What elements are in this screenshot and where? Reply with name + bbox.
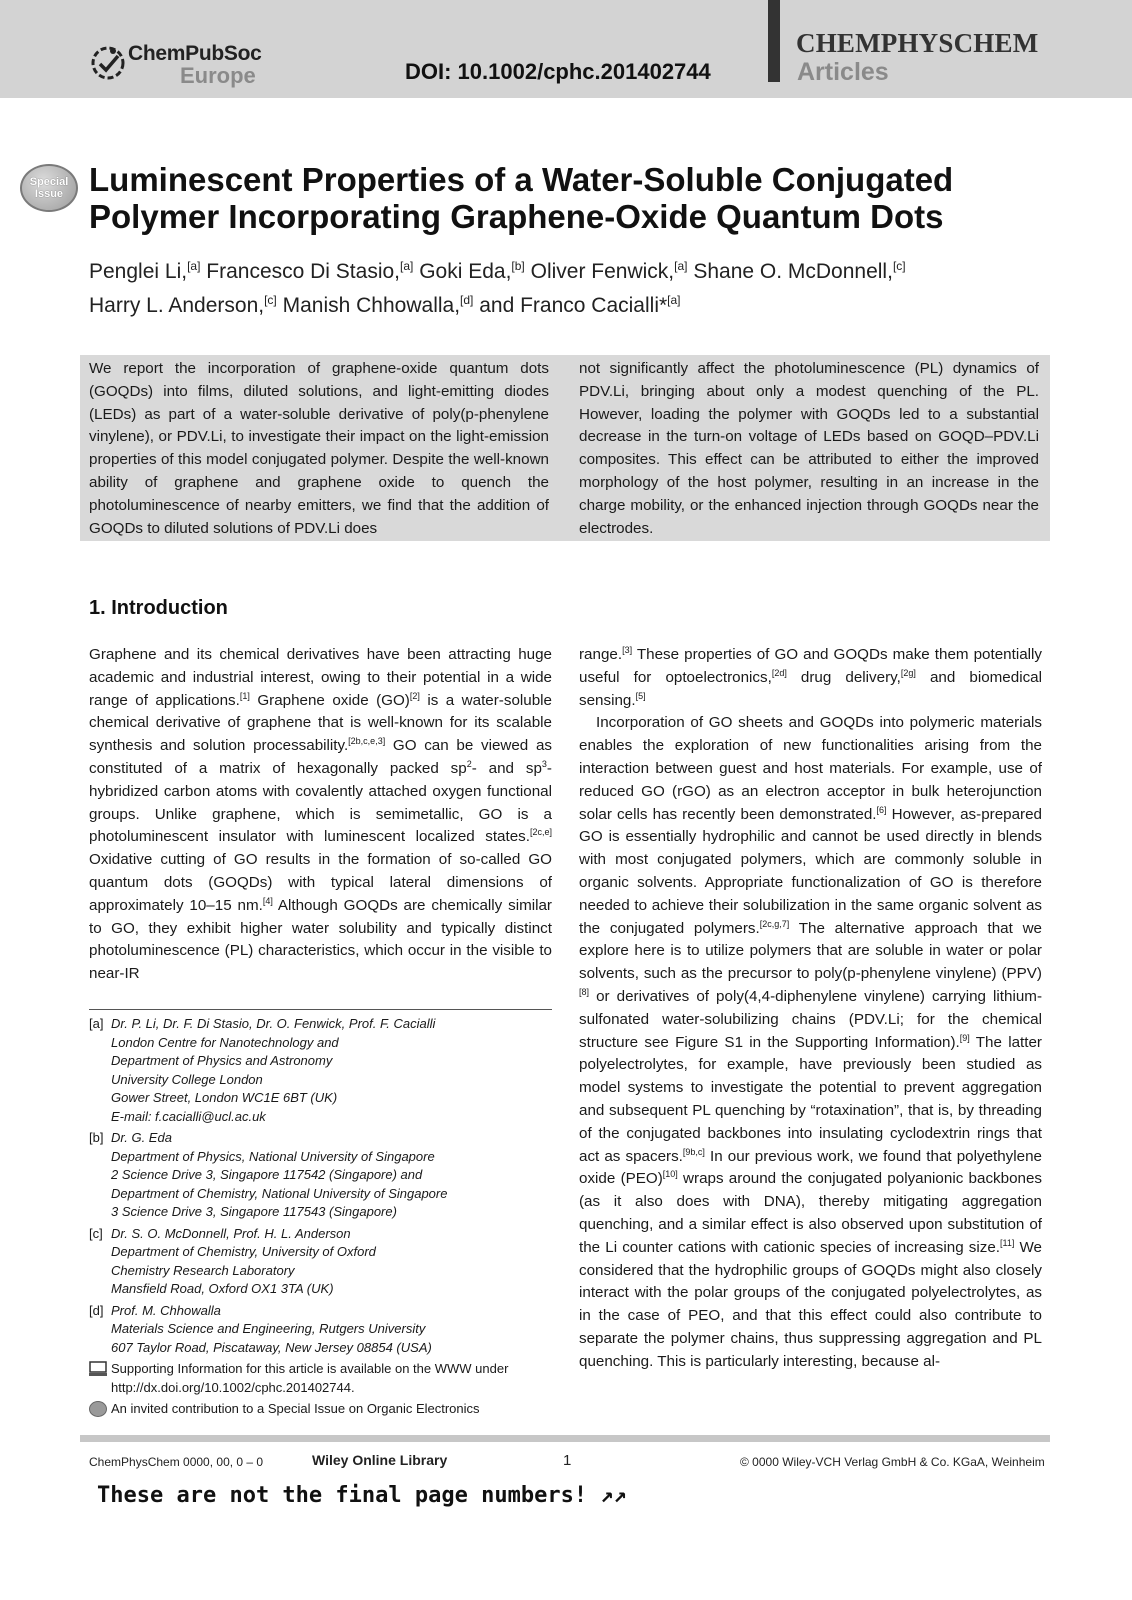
text-run: Graphene and its chemical derivatives have been attracting huge academic and industrial interest, owing to their potential in a wide range of applications. (89, 646, 552, 709)
intro-right-column (579, 644, 1042, 1374)
citation-superscript: [2d] (771, 667, 787, 678)
journal-bar (768, 0, 780, 82)
final-page-numbers-note: These are not the final page numbers! ↗↗ (97, 1483, 627, 1508)
logo-text-chempubsoc: ChemPubSoc (128, 42, 262, 65)
title-line: Luminescent Properties of a Water-Soluble Conjugated (89, 161, 954, 198)
author-name: Harry L. Anderson, (89, 294, 265, 317)
author-line (89, 286, 1089, 320)
citation-superscript: [3] (622, 644, 633, 655)
footnote-line: Chemistry Research Laboratory (111, 1262, 295, 1278)
footnote-line: Department of Chemistry, University of Oxford (111, 1244, 376, 1259)
citation-superscript: 2 (466, 758, 472, 769)
abstract-left-column: We report the incorporation of graphene-oxide quantum dots (GOQDs) into films, diluted solutions, and light-emitting diodes (LEDs) as part of a water-soluble derivative of poly(p-phenylene vinylene), or PDV.Li, to investigate their impact on the light-emission properties of this model conjugated polymer. Despite the well-known ability of graphene and graphene oxide to quench the photoluminescence of nearby emitters, we find that the addition of GOQDs to diluted solutions of PDV.Li does (89, 360, 549, 537)
citation-superscript: [9b,c] (682, 1146, 705, 1157)
article-doi: DOI: 10.1002/cphc.201402744 (405, 59, 711, 84)
text-run: The latter polyelectrolytes, for example, have previously been studied as model systems to investigate the potential to prevent aggregation and subsequent PL quenching by “rotaxination”, that is, by threading of the conjugated backbones into insulating cyclodextrin rings that act as spacers. (579, 1033, 1042, 1165)
footnote-line: Materials Science and Engineering, Rutgers University (111, 1321, 426, 1336)
author-name: and Franco Cacialli* (479, 294, 668, 317)
author-name: Shane O. McDonnell, (693, 260, 893, 283)
text-run: range. (579, 646, 623, 663)
citation-superscript: [2c,g,7] (759, 918, 790, 929)
footnote-line: 3 Science Drive 3, Singapore 117543 (Singapore) (111, 1204, 397, 1219)
citation-superscript: [8] (579, 986, 590, 997)
author-affiliation: [d] (460, 293, 474, 307)
footnote-line: Department of Chemistry, National University of Singapore (111, 1185, 448, 1201)
footnote-a (89, 1015, 552, 1126)
footnote-d (89, 1302, 552, 1358)
invited-contribution-note (89, 1400, 552, 1419)
special-issue-icon (89, 1401, 107, 1417)
author-affiliation: [c] (892, 259, 906, 273)
footnote-line: Department of Physics and Astronomy (111, 1053, 333, 1068)
author-list (89, 252, 1089, 320)
footnote-line: 607 Taylor Road, Piscataway, New Jersey 08854 (USA) (111, 1339, 432, 1355)
footnote-line: London Centre for Nanotechnology and (111, 1034, 339, 1050)
text-run: is a water-soluble chemical derivative of graphene that is well-known for its scalable synthesis and solution processability. (89, 691, 552, 755)
footnote-line: University College London (111, 1071, 263, 1087)
text-run: In our previous work, we found that polyethylene oxide (PEO) (579, 1147, 1042, 1188)
abstract (80, 355, 1050, 541)
footnote-line: Gower Street, London WC1E 6BT (UK) (111, 1090, 338, 1105)
badge-line-1: Special (29, 176, 69, 188)
text-run: -hybridized carbon atoms with covalently attached oxygen functional groups. Unlike graphene, which is semimetallic, GO is a photoluminescent insulator with luminescent localized states. (89, 759, 552, 846)
author-name: Manish Chhowalla, (282, 294, 461, 317)
text-run: and biomedical sensing. (579, 668, 1042, 709)
footnote-line: Prof. M. Chhowalla (111, 1302, 221, 1318)
citation-superscript: [2b,c,e,3] (348, 736, 386, 747)
paragraph (89, 644, 552, 986)
publisher-logo (88, 40, 268, 90)
article-title (89, 161, 1089, 235)
author-affiliation: [a] (400, 259, 414, 273)
author-affiliation: [a] (187, 259, 201, 273)
page-number: 1 (563, 1452, 572, 1469)
paragraph (579, 712, 1042, 1373)
footnote-line: Dr. P. Li, Dr. F. Di Stasio, Dr. O. Fenwick, Prof. F. Cacialli (111, 1016, 436, 1031)
footnote-line: E-mail: f.cacialli@ucl.ac.uk (111, 1108, 266, 1124)
section-heading-introduction: 1. Introduction (89, 597, 228, 619)
author-name: Francesco Di Stasio, (206, 260, 401, 283)
text-run: Incorporation of GO sheets and GOQDs into polymeric materials enables the exploration of new functionalities arising from the interaction between guest and host materials. For example, use of reduced GO (rGO) as an electron acceptor in bulk heterojunction solar cells has recently been demonstrated. (579, 714, 1042, 823)
text-run: We considered that the hydrophilic groups of GOQDs might also closely interact with the polar groups of the conjugated polyelectrolytes, as in the case of PEO, and that this effect could also contribute to separate the polymer chains, thus suppressing aggregation and PL quenching. This is particularly interesting, because al- (579, 1238, 1042, 1370)
journal-name: CHEMPHYSCHEM (796, 28, 1039, 58)
author-name: Oliver Fenwick, (530, 260, 675, 283)
author-name: Penglei Li, (89, 260, 188, 283)
author-affiliation: [b] (511, 259, 525, 273)
author-line (89, 252, 1089, 286)
footnote-letter: [b] (89, 1130, 104, 1145)
computer-icon (89, 1361, 107, 1377)
footer-rule (80, 1435, 1050, 1442)
logo-text-europe: Europe (180, 63, 256, 88)
intro-left-column (89, 644, 552, 986)
supporting-info-note (89, 1360, 552, 1397)
footnote-line: Department of Physics, National University of Singapore (111, 1148, 435, 1164)
author-name: Goki Eda, (419, 260, 512, 283)
footnote-line: Dr. S. O. McDonnell, Prof. H. L. Anderson (111, 1225, 351, 1241)
text-run: drug delivery, (786, 668, 901, 686)
citation-superscript: [6] (876, 804, 887, 815)
footer-copyright: © 0000 Wiley-VCH Verlag GmbH & Co. KGaA, Weinheim (740, 1455, 1045, 1469)
author-affiliation: [c] (264, 293, 277, 307)
citation-superscript: [2] (409, 690, 420, 701)
affiliation-footnotes (89, 1015, 552, 1419)
footnote-letter: [d] (89, 1302, 104, 1318)
text-run: Graphene oxide (GO) (249, 691, 410, 709)
footnote-c (89, 1225, 552, 1299)
text-run: These properties of GO and GOQDs make them potentially useful for optoelectronics, (579, 646, 1042, 686)
journal-section: Articles (797, 58, 889, 86)
text-run: The alternative approach that we explore here is to utilize polymers that are soluble in water or polar solvents, such as the precursor to poly(p-phenylene vinylene) (PPV) (579, 919, 1042, 983)
author-affiliation: [a] (667, 293, 681, 307)
author-affiliation: [a] (674, 259, 688, 273)
text-run: GO can be viewed as constituted of a matrix of hexagonally packed sp (89, 737, 552, 777)
footnote-b (89, 1129, 552, 1222)
invited-contribution-text: An invited contribution to a Special Issue on Organic Electronics (111, 1401, 480, 1416)
badge-line-2: Issue (34, 188, 64, 200)
special-issue-badge (20, 164, 78, 212)
footnote-letter: [a] (89, 1016, 104, 1031)
text-run: Oxidative cutting of GO results in the formation of so-called GO quantum dots (GOQDs) with typical lateral dimensions of approximately 10–15 nm. (89, 851, 552, 914)
supporting-info-text: Supporting Information for this article is available on the WWW under http://dx.doi.org/10.1002/cphc.201402744. (111, 1361, 509, 1395)
citation-superscript: 3 (541, 758, 547, 769)
chempubsoc-logo-icon (88, 42, 128, 82)
citation-superscript: [10] (662, 1169, 678, 1180)
citation-superscript: [5] (635, 690, 646, 701)
footnote-letter: [c] (89, 1225, 103, 1241)
text-run: Although GOQDs are chemically similar to GO, they exhibit higher water solubility and typically distinct photoluminescence (PL) characteristics, which occur in the visible to near-IR (89, 896, 552, 983)
footer-journal-ref: ChemPhysChem 0000, 00, 0 – 0 (89, 1455, 264, 1469)
citation-superscript: [2c,e] (529, 827, 552, 838)
citation-superscript: [1] (239, 690, 250, 701)
footnote-line: 2 Science Drive 3, Singapore 117542 (Singapore) and (111, 1167, 423, 1182)
citation-superscript: [11] (1000, 1237, 1015, 1248)
citation-superscript: [4] (262, 895, 273, 906)
abstract-right-column: not significantly affect the photoluminescence (PL) dynamics of PDV.Li, bringing about only a modest quenching of the PL. However, loading the polymer with GOQDs led to a substantial decrease in the turn-on voltage of LEDs based on GOQD–PDV.Li composites. This effect can be attributed to either the improved morphology of the host polymer, resulting in an increase in the charge mobility, or the enhanced injection through GOQDs near the electrodes. (579, 360, 1039, 537)
footnote-line: Mansfield Road, Oxford OX1 3TA (UK) (111, 1281, 334, 1296)
text-run: However, as-prepared GO is essentially hydrophilic and cannot be used directly in blends with most conjugated polymers, which are commonly soluble in organic solvents. Appropriate functionalization of GO is therefore needed to achieve their solubilization in the same organic solvent as the conjugated polymers. (579, 805, 1042, 937)
footnote-line: Dr. G. Eda (111, 1130, 172, 1145)
paragraph (579, 644, 1042, 712)
citation-superscript: [2g] (900, 667, 916, 678)
citation-superscript: [9] (959, 1032, 970, 1043)
footnote-rule (89, 1009, 552, 1010)
title-line: Polymer Incorporating Graphene-Oxide Quantum Dots (89, 198, 944, 235)
text-run: wraps around the conjugated polyanionic backbones (as it also does with DNA), thereby mitigating aggregation quenching, and a similar effect is also observed upon substitution of the Li counter cations with cationic species of increasing size. (579, 1170, 1043, 1256)
text-run: or derivatives of poly(4,4-diphenylene vinylene) carrying lithium-sulfonated water-solubilizing chains (PDV.Li; for the chemical structure see Figure S1 in the Supporting Information). (579, 987, 1042, 1051)
footer-wiley-online-library: Wiley Online Library (312, 1452, 448, 1468)
text-run: - and sp (471, 759, 542, 777)
